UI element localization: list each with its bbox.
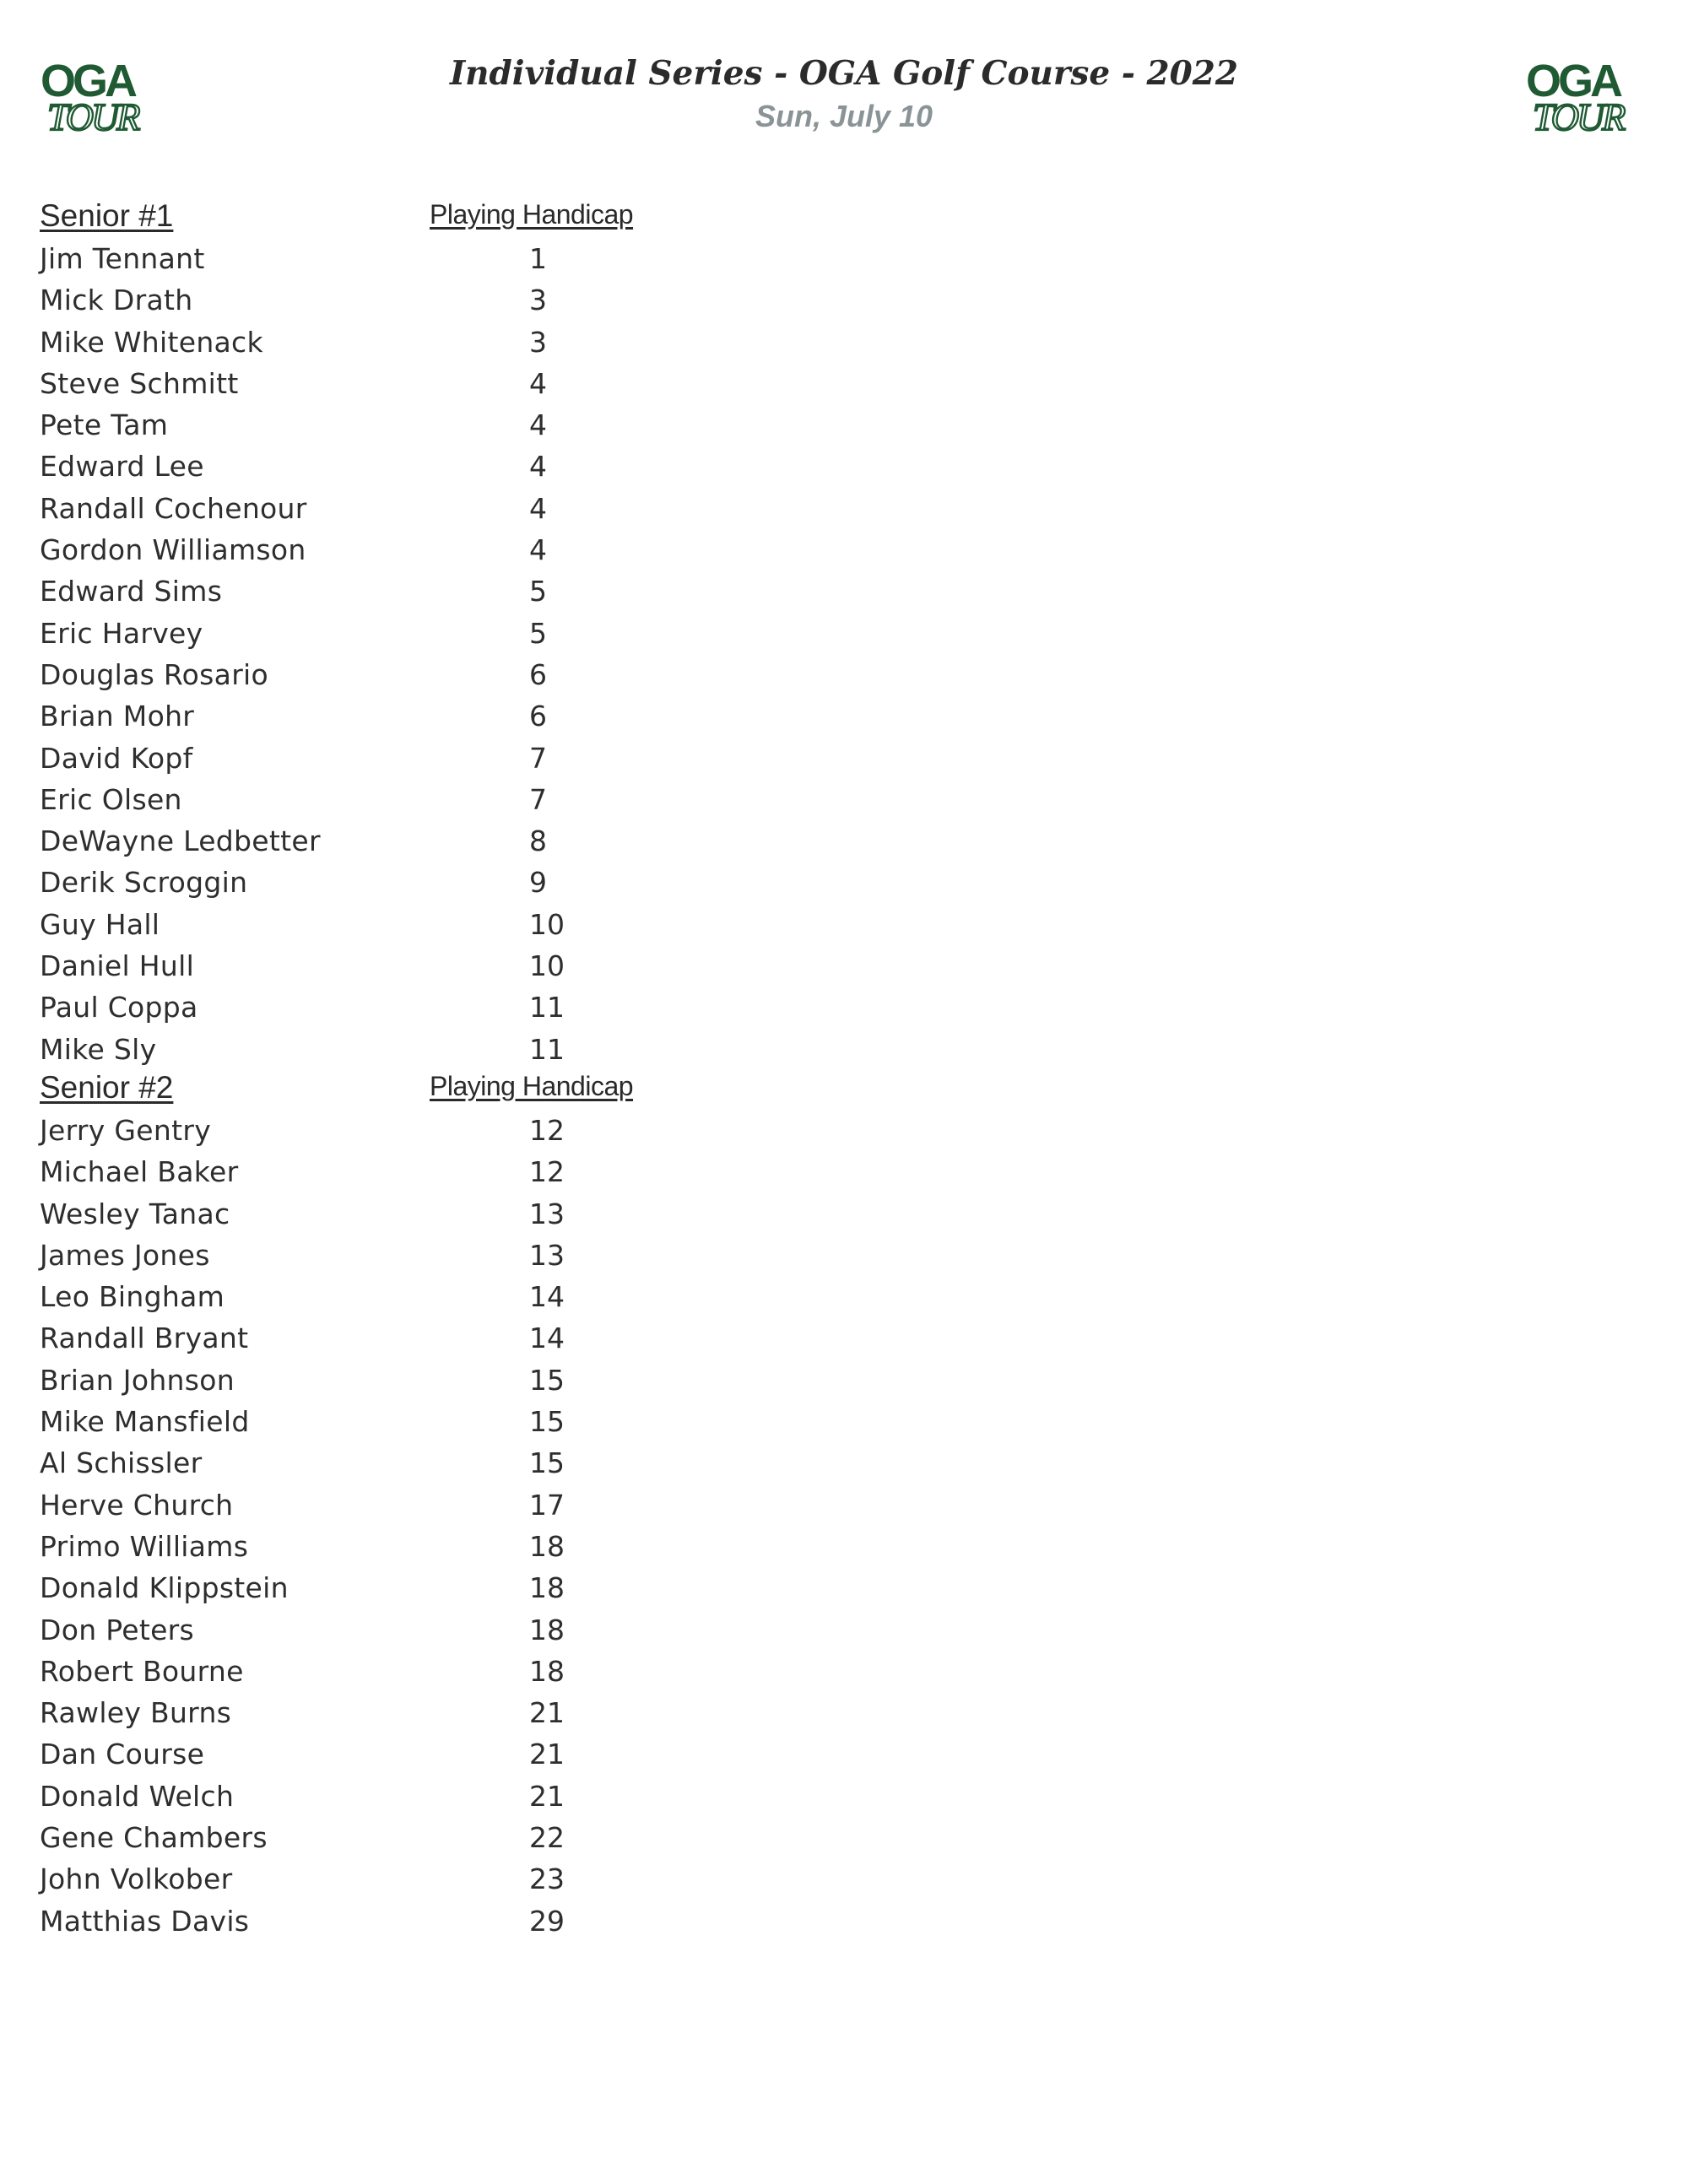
player-name: Randall Bryant: [40, 1322, 249, 1355]
player-name: Rawley Burns: [40, 1696, 232, 1730]
player-row: [40, 861, 715, 902]
player-row: [40, 944, 715, 986]
player-name: Gordon Williamson: [40, 533, 306, 567]
player-row: [40, 903, 715, 944]
player-row: [40, 1733, 715, 1774]
player-name: Primo Williams: [40, 1529, 249, 1563]
player-handicap: 10: [529, 949, 565, 983]
section-header: [40, 197, 715, 237]
player-name: Herve Church: [40, 1488, 234, 1522]
player-row: [40, 612, 715, 653]
player-row: [40, 1441, 715, 1483]
section-title: Senior #2: [40, 1069, 174, 1105]
player-handicap: 4: [529, 491, 547, 525]
player-handicap: 5: [529, 575, 547, 608]
player-handicap: 18: [529, 1613, 565, 1646]
player-handicap: 13: [529, 1197, 565, 1230]
player-name: Mike Whitenack: [40, 325, 263, 359]
player-name: Edward Lee: [40, 450, 204, 484]
player-name: Douglas Rosario: [40, 657, 269, 691]
player-row: [40, 403, 715, 445]
player-name: Gene Chambers: [40, 1820, 268, 1854]
player-row: [40, 1857, 715, 1899]
player-row: [40, 1150, 715, 1192]
player-row: [40, 487, 715, 528]
player-row: [40, 1900, 715, 1941]
player-name: Derik Scroggin: [40, 866, 248, 900]
player-name: Mike Sly: [40, 1032, 157, 1066]
player-row: [40, 362, 715, 403]
player-row: [40, 1816, 715, 1857]
player-handicap: 15: [529, 1405, 565, 1439]
player-row: [40, 986, 715, 1027]
player-row: [40, 1192, 715, 1234]
player-handicap: 21: [529, 1696, 565, 1730]
player-row: [40, 695, 715, 736]
player-handicap: 9: [529, 866, 547, 900]
player-handicap: 4: [529, 408, 547, 442]
player-row: [40, 1608, 715, 1650]
player-name: Robert Bourne: [40, 1654, 244, 1688]
player-name: Paul Coppa: [40, 991, 198, 1024]
player-row: [40, 1650, 715, 1691]
player-handicap: 4: [529, 450, 547, 484]
player-name: Pete Tam: [40, 408, 169, 442]
player-handicap: 21: [529, 1779, 565, 1813]
player-name: John Volkober: [40, 1862, 233, 1896]
player-handicap: 18: [529, 1529, 565, 1563]
player-handicap: 22: [529, 1820, 565, 1854]
player-row: [40, 1484, 715, 1525]
player-handicap: 6: [529, 700, 547, 733]
player-handicap: 3: [529, 284, 547, 317]
player-handicap: 4: [529, 366, 547, 400]
player-handicap: 3: [529, 325, 547, 359]
player-handicap: 13: [529, 1238, 565, 1272]
player-row: [40, 1316, 715, 1358]
document-title: Individual Series - OGA Golf Course - 2022: [449, 54, 1239, 93]
player-handicap: 17: [529, 1488, 565, 1522]
player-name: Edward Sims: [40, 575, 223, 608]
player-handicap: 18: [529, 1571, 565, 1605]
player-name: Guy Hall: [40, 907, 160, 941]
player-handicap: 10: [529, 907, 565, 941]
player-name: Leo Bingham: [40, 1280, 225, 1314]
player-name: Eric Olsen: [40, 782, 182, 816]
player-row: [40, 653, 715, 695]
player-row: [40, 1275, 715, 1316]
player-name: Al Schissler: [40, 1446, 203, 1480]
logo-text-bottom: TOUR: [47, 95, 138, 135]
player-row: [40, 278, 715, 320]
player-name: Don Peters: [40, 1613, 195, 1646]
event-date: Sun, July 10: [755, 99, 933, 133]
player-handicap: 29: [529, 1904, 565, 1938]
logo-text-top: OGA: [1526, 57, 1620, 106]
player-row: [40, 1359, 715, 1400]
player-name: Michael Baker: [40, 1155, 239, 1189]
player-name: Brian Johnson: [40, 1363, 235, 1397]
player-handicap: 8: [529, 824, 547, 858]
player-row: [40, 737, 715, 778]
section-header: [40, 1069, 715, 1109]
player-row: [40, 819, 715, 861]
player-row: [40, 778, 715, 819]
player-name: Randall Cochenour: [40, 491, 307, 525]
player-row: [40, 1234, 715, 1275]
player-handicap: 15: [529, 1446, 565, 1480]
player-row: [40, 1109, 715, 1150]
player-name: DeWayne Ledbetter: [40, 824, 321, 858]
player-row: [40, 445, 715, 486]
player-handicap: 14: [529, 1322, 565, 1355]
player-row: [40, 570, 715, 611]
player-handicap: 7: [529, 782, 547, 816]
player-handicap: 5: [529, 616, 547, 650]
player-name: David Kopf: [40, 741, 193, 775]
player-handicap: 23: [529, 1862, 565, 1896]
player-handicap: 14: [529, 1280, 565, 1314]
player-handicap: 4: [529, 533, 547, 567]
player-name: Donald Welch: [40, 1779, 235, 1813]
player-name: Steve Schmitt: [40, 366, 239, 400]
player-row: [40, 1028, 715, 1069]
player-row: [40, 237, 715, 278]
playing-handicap-column-header: Playing Handicap: [430, 199, 634, 230]
player-row: [40, 528, 715, 570]
player-handicap: 12: [529, 1155, 565, 1189]
player-row: [40, 1525, 715, 1566]
player-name: Eric Harvey: [40, 616, 203, 650]
player-row: [40, 1691, 715, 1733]
player-handicap: 12: [529, 1113, 565, 1147]
player-name: Mike Mansfield: [40, 1405, 250, 1439]
player-name: Jerry Gentry: [40, 1113, 212, 1147]
player-list: [40, 197, 715, 1941]
player-row: [40, 1775, 715, 1816]
player-name: Donald Klippstein: [40, 1571, 289, 1605]
player-name: Brian Mohr: [40, 700, 195, 733]
player-handicap: 11: [529, 1032, 565, 1066]
player-handicap: 18: [529, 1654, 565, 1688]
player-handicap: 6: [529, 657, 547, 691]
player-name: Matthias Davis: [40, 1904, 250, 1938]
player-handicap: 21: [529, 1738, 565, 1771]
playing-handicap-column-header: Playing Handicap: [430, 1070, 634, 1101]
player-row: [40, 1566, 715, 1608]
player-handicap: 11: [529, 991, 565, 1024]
logo-text-top: OGA: [41, 57, 135, 106]
player-name: Daniel Hull: [40, 949, 195, 983]
player-name: Mick Drath: [40, 284, 193, 317]
player-name: Dan Course: [40, 1738, 205, 1771]
player-row: [40, 321, 715, 362]
logo-text-bottom: TOUR: [1533, 95, 1624, 135]
player-handicap: 15: [529, 1363, 565, 1397]
player-name: James Jones: [40, 1238, 210, 1272]
player-handicap: 1: [529, 242, 547, 275]
player-name: Jim Tennant: [40, 242, 205, 275]
player-name: Wesley Tanac: [40, 1197, 230, 1230]
section-title: Senior #1: [40, 198, 174, 233]
player-row: [40, 1400, 715, 1441]
player-handicap: 7: [529, 741, 547, 775]
